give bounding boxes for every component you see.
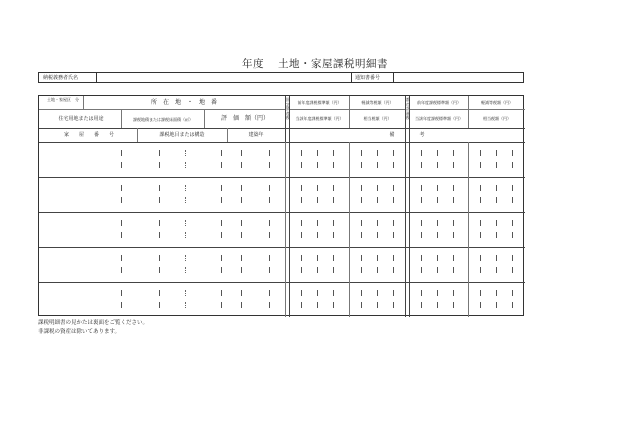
digit-separator: [377, 197, 378, 203]
digit-separator: [421, 255, 422, 261]
document-title: [0, 56, 630, 71]
house-number-label: 家 屋 番 号: [63, 132, 114, 138]
table-row[interactable]: [39, 282, 525, 317]
digit-separator: [361, 220, 362, 226]
digit-separator: [393, 150, 394, 156]
digit-separator: [301, 220, 302, 226]
digit-separator: [361, 162, 362, 168]
digit-separator: [159, 267, 160, 273]
digit-separator: [221, 162, 222, 168]
digit-separator: [121, 220, 122, 226]
digit-separator: [241, 232, 242, 238]
digit-separator: [421, 150, 422, 156]
digit-separator: [121, 255, 122, 261]
digit-separator: [496, 185, 497, 191]
detail-table: [38, 95, 524, 316]
table-row[interactable]: [39, 142, 525, 177]
footnote-how-to-read: 課税明細書の見かたは裏面をご覧ください。: [38, 320, 149, 326]
digit-separator: [421, 197, 422, 203]
digit-separator: [241, 302, 242, 308]
table-row[interactable]: [39, 247, 525, 282]
digit-separator: [377, 290, 378, 296]
digit-separator: [221, 290, 222, 296]
decimal-separator: [185, 267, 186, 273]
digit-separator: [437, 255, 438, 261]
digit-separator: [317, 185, 318, 191]
city-planning-tax-vertical-label: 都市計画税: [406, 97, 410, 121]
digit-separator: [377, 232, 378, 238]
digit-separator: [241, 290, 242, 296]
digit-separator: [377, 267, 378, 273]
digit-separator: [512, 267, 513, 273]
digit-separator: [453, 220, 454, 226]
digit-separator: [512, 220, 513, 226]
digit-separator: [480, 220, 481, 226]
digit-separator: [241, 255, 242, 261]
digit-separator: [159, 162, 160, 168]
digit-separator: [480, 150, 481, 156]
digit-separator: [453, 162, 454, 168]
digit-separator: [301, 162, 302, 168]
assessed-value-label: 評 価 額（円）: [220, 115, 269, 122]
digit-separator: [301, 302, 302, 308]
digit-separator: [480, 267, 481, 273]
footnotes: [38, 319, 148, 337]
digit-separator: [333, 185, 334, 191]
current-standard-left-label: 当該年度課税標準額（円）: [295, 116, 344, 121]
digit-separator: [480, 162, 481, 168]
digit-separator: [269, 290, 270, 296]
built-year-label: 建築年: [248, 132, 264, 138]
digit-separator: [333, 197, 334, 203]
digit-separator: [421, 290, 422, 296]
digit-separator: [241, 220, 242, 226]
digit-separator: [437, 185, 438, 191]
digit-separator: [437, 197, 438, 203]
digit-separator: [241, 150, 242, 156]
digit-separator: [317, 302, 318, 308]
digit-separator: [421, 220, 422, 226]
digit-separator: [333, 267, 334, 273]
title-main: 土地・家屋課税明細書: [278, 58, 388, 70]
digit-separator: [437, 232, 438, 238]
digit-separator: [361, 185, 362, 191]
digit-separator: [333, 255, 334, 261]
digit-separator: [437, 302, 438, 308]
digit-separator: [496, 302, 497, 308]
digit-separator: [393, 162, 394, 168]
digit-separator: [512, 150, 513, 156]
digit-separator: [453, 232, 454, 238]
digit-separator: [269, 162, 270, 168]
digit-separator: [496, 232, 497, 238]
reduced-tax-right-label: 軽減等税額（円）: [481, 100, 513, 105]
digit-separator: [221, 232, 222, 238]
digit-separator: [159, 232, 160, 238]
digit-separator: [333, 150, 334, 156]
fixed-asset-tax-vertical-label: 固定資産税: [286, 97, 290, 121]
digit-separator: [159, 185, 160, 191]
digit-separator: [421, 302, 422, 308]
digit-separator: [480, 232, 481, 238]
digit-separator: [241, 267, 242, 273]
footnote-non-taxable: 非課税の資産は除いてあります。: [38, 329, 121, 335]
digit-separator: [437, 290, 438, 296]
taxpayer-bar: [38, 72, 524, 83]
digit-separator: [361, 267, 362, 273]
digit-separator: [421, 162, 422, 168]
digit-separator: [512, 185, 513, 191]
digit-separator: [269, 267, 270, 273]
digit-separator: [512, 255, 513, 261]
digit-separator: [393, 267, 394, 273]
digit-separator: [159, 150, 160, 156]
notice-number-label: 通知書番号: [355, 75, 381, 81]
digit-separator: [512, 197, 513, 203]
digit-separator: [512, 302, 513, 308]
digit-separator: [121, 302, 122, 308]
digit-separator: [496, 255, 497, 261]
digit-separator: [317, 150, 318, 156]
digit-separator: [453, 302, 454, 308]
digit-separator: [361, 197, 362, 203]
digit-separator: [317, 255, 318, 261]
digit-separator: [496, 150, 497, 156]
notice-number-field[interactable]: [394, 73, 523, 82]
digit-separator: [301, 255, 302, 261]
taxpayer-name-field[interactable]: [97, 73, 351, 82]
decimal-separator: [185, 255, 186, 261]
digit-separator: [221, 220, 222, 226]
digit-separator: [480, 255, 481, 261]
digit-separator: [377, 162, 378, 168]
digit-separator: [377, 150, 378, 156]
digit-separator: [361, 302, 362, 308]
decimal-separator: [185, 197, 186, 203]
digit-separator: [377, 185, 378, 191]
decimal-separator: [185, 220, 186, 226]
digit-separator: [317, 290, 318, 296]
digit-separator: [393, 232, 394, 238]
tax-amount-right-label: 相当税額（円）: [483, 116, 511, 121]
digit-separator: [453, 255, 454, 261]
digit-separator: [393, 220, 394, 226]
digit-separator: [377, 255, 378, 261]
digit-separator: [393, 302, 394, 308]
digit-separator: [301, 150, 302, 156]
digit-separator: [159, 220, 160, 226]
reduced-tax-left-label: 軽減等税額（円）: [361, 100, 394, 105]
decimal-separator: [185, 185, 186, 191]
taxpayer-label: 納税義務者氏名: [43, 75, 79, 81]
decimal-separator: [185, 150, 186, 156]
digit-separator: [301, 267, 302, 273]
digit-separator: [269, 197, 270, 203]
digit-separator: [421, 267, 422, 273]
digit-separator: [333, 290, 334, 296]
digit-separator: [437, 162, 438, 168]
digit-separator: [496, 162, 497, 168]
digit-separator: [317, 267, 318, 273]
digit-separator: [159, 302, 160, 308]
land-house-class-label: 土地・家屋区 分: [47, 97, 79, 102]
digit-separator: [361, 150, 362, 156]
digit-separator: [437, 220, 438, 226]
digit-separator: [480, 290, 481, 296]
digit-separator: [453, 150, 454, 156]
digit-separator: [393, 197, 394, 203]
digit-separator: [121, 150, 122, 156]
digit-separator: [453, 197, 454, 203]
digit-separator: [333, 162, 334, 168]
decimal-separator: [185, 302, 186, 308]
tax-amount-left-label: 相当税額（円）: [363, 116, 392, 121]
digit-separator: [241, 162, 242, 168]
area-label: 課税地積または課税床面積（㎡）: [133, 116, 193, 122]
location-number-label: 所 在 地 ・ 地 番: [150, 99, 217, 106]
digit-separator: [453, 185, 454, 191]
digit-separator: [333, 220, 334, 226]
digit-separator: [121, 197, 122, 203]
digit-separator: [496, 290, 497, 296]
digit-separator: [377, 220, 378, 226]
table-row[interactable]: [39, 212, 525, 247]
decimal-separator: [185, 162, 186, 168]
digit-separator: [221, 267, 222, 273]
digit-separator: [221, 150, 222, 156]
digit-separator: [480, 185, 481, 191]
digit-separator: [269, 232, 270, 238]
digit-separator: [121, 162, 122, 168]
digit-separator: [301, 185, 302, 191]
digit-separator: [317, 220, 318, 226]
digit-separator: [361, 232, 362, 238]
residential-use-label: 住宅用地または用途: [58, 116, 104, 122]
digit-separator: [121, 290, 122, 296]
digit-separator: [377, 302, 378, 308]
digit-separator: [159, 255, 160, 261]
digit-separator: [241, 197, 242, 203]
decimal-separator: [185, 232, 186, 238]
digit-separator: [480, 302, 481, 308]
digit-separator: [393, 185, 394, 191]
digit-separator: [241, 185, 242, 191]
digit-separator: [121, 232, 122, 238]
digit-separator: [159, 197, 160, 203]
digit-separator: [453, 290, 454, 296]
prev-standard-left-label: 前年度課税標準額（円）: [297, 100, 342, 105]
digit-separator: [269, 302, 270, 308]
digit-separator: [317, 232, 318, 238]
decimal-separator: [185, 290, 186, 296]
digit-separator: [512, 290, 513, 296]
digit-separator: [269, 185, 270, 191]
digit-separator: [221, 185, 222, 191]
digit-separator: [159, 290, 160, 296]
remarks-label: 備 考: [389, 132, 425, 138]
digit-separator: [121, 267, 122, 273]
digit-separator: [121, 185, 122, 191]
category-structure-label: 課税地目または構造: [159, 132, 205, 138]
current-standard-right-label: 当該年度課税標準額（円）: [415, 116, 463, 121]
digit-separator: [221, 255, 222, 261]
digit-separator: [496, 197, 497, 203]
digit-separator: [317, 197, 318, 203]
digit-separator: [269, 255, 270, 261]
digit-separator: [301, 232, 302, 238]
digit-separator: [361, 290, 362, 296]
digit-separator: [421, 185, 422, 191]
digit-separator: [361, 255, 362, 261]
digit-separator: [301, 290, 302, 296]
digit-separator: [317, 162, 318, 168]
digit-separator: [496, 267, 497, 273]
digit-separator: [221, 302, 222, 308]
digit-separator: [269, 220, 270, 226]
title-year: 年度: [242, 58, 264, 70]
digit-separator: [496, 220, 497, 226]
digit-separator: [333, 232, 334, 238]
digit-separator: [301, 197, 302, 203]
table-row[interactable]: [39, 177, 525, 212]
digit-separator: [333, 302, 334, 308]
digit-separator: [421, 232, 422, 238]
digit-separator: [393, 255, 394, 261]
digit-separator: [437, 150, 438, 156]
prev-standard-right-label: 前年度課税標準額（円）: [417, 100, 461, 105]
digit-separator: [269, 150, 270, 156]
digit-separator: [512, 232, 513, 238]
digit-separator: [480, 197, 481, 203]
digit-separator: [453, 267, 454, 273]
digit-separator: [437, 267, 438, 273]
digit-separator: [512, 162, 513, 168]
digit-separator: [393, 290, 394, 296]
digit-separator: [221, 197, 222, 203]
